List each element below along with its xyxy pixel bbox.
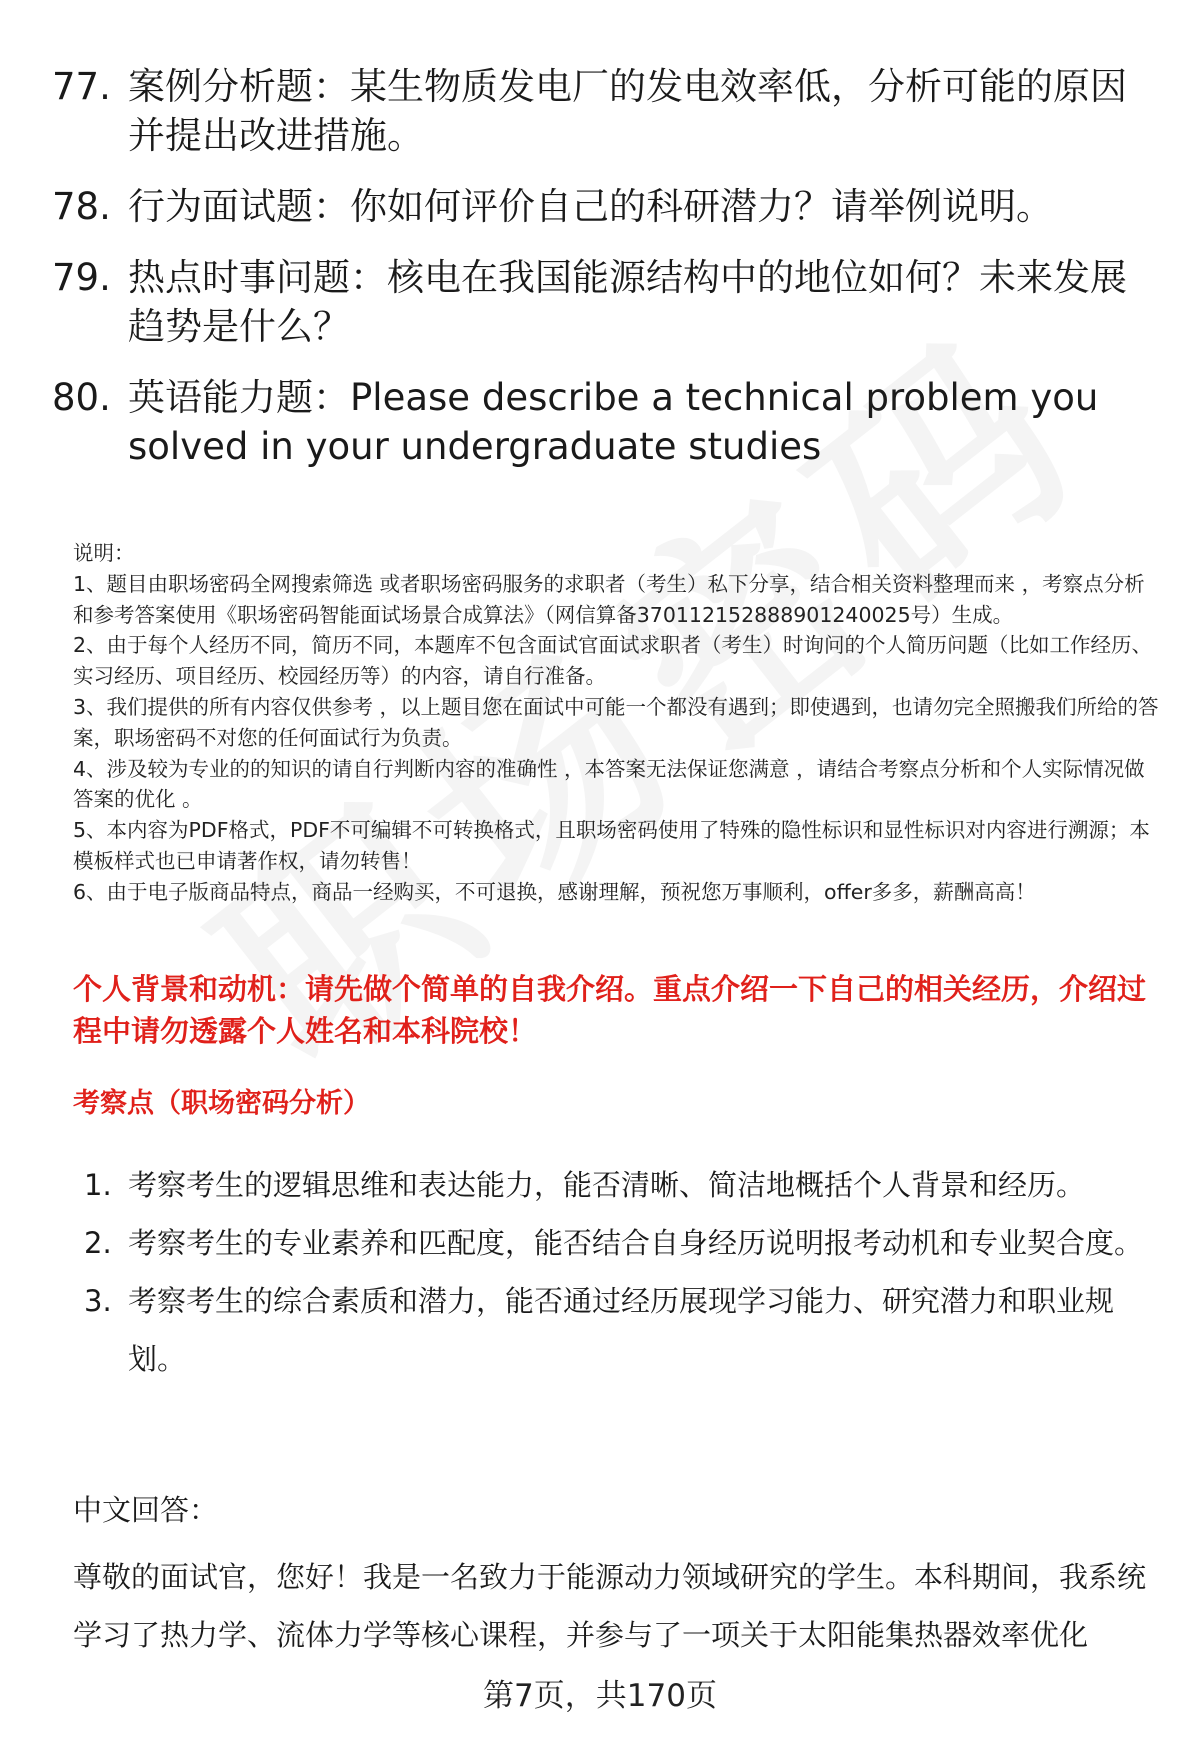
note-item: 3、我们提供的所有内容仅供参考 ，以上题目您在面试中可能一个都没有遇到；即使遇到，也请勿完全照搬我们所给的答案，职场密码不对您的任何面试行为负责。 (73, 694, 1159, 750)
question-item (52, 182, 1162, 231)
analysis-number: 1. (84, 1168, 112, 1202)
note-item: 5、本内容为PDF格式，PDF不可编辑不可转换格式，且职场密码使用了特殊的隐性标识和显性标识对内容进行溯源；本模板样式也已申请著作权，请勿转售！ (73, 818, 1150, 873)
notes-title: 说明： (73, 541, 135, 565)
question-text: 案例分析题：某生物质发电厂的发电效率低，分析可能的原因并提出改进措施。 (128, 65, 1127, 157)
analysis-list (84, 1156, 1159, 1388)
question-item (52, 62, 1162, 160)
analysis-item (84, 1156, 1159, 1214)
question-text: 热点时事问题：核电在我国能源结构中的地位如何？未来发展趋势是什么？ (128, 256, 1127, 348)
question-number: 79. (52, 256, 111, 299)
question-text: 英语能力题：Please describe a technical problem you solved in your undergraduate studies (128, 376, 1099, 468)
question-number: 80. (52, 376, 111, 419)
note-item: 4、涉及较为专业的的知识的请自行判断内容的准确性 ，本答案无法保证您满意 ，请结合考察点分析和个人实际情况做答案的优化 。 (73, 756, 1145, 812)
question-item (52, 373, 1162, 471)
answer-label: 中文回答： (73, 1493, 219, 1527)
analysis-text: 考察考生的逻辑思维和表达能力，能否清晰、简洁地概括个人背景和经历。 (128, 1168, 1086, 1202)
analysis-item (84, 1272, 1159, 1388)
note-item: 1、题目由职场密码全网搜索筛选 或者职场密码服务的求职者（考生）私下分享，结合相关资料整理而来 ，考察点分析和参考答案使用《职场密码智能面试场景合成算法》（网信算备370112152888901240025号）生成。 (73, 571, 1145, 627)
question-list (52, 62, 1162, 493)
question-number: 77. (52, 65, 111, 108)
analysis-title: 考察点（职场密码分析） (73, 1088, 370, 1119)
analysis-item (84, 1214, 1159, 1272)
analysis-number: 2. (84, 1226, 112, 1260)
question-text: 行为面试题：你如何评价自己的科研潜力？请举例说明。 (128, 185, 1053, 228)
note-item: 6、由于电子版商品特点，商品一经购买，不可退换，感谢理解，预祝您万事顺利，offer多多，薪酬高高！ (73, 879, 1036, 904)
notes-block (73, 538, 1163, 908)
analysis-text: 考察考生的专业素养和匹配度，能否结合自身经历说明报考动机和专业契合度。 (128, 1226, 1144, 1260)
question-item (52, 253, 1162, 351)
note-item: 2、由于每个人经历不同，简历不同，本题库不包含面试官面试求职者（考生）时询问的个人简历问题（比如工作经历、实习经历、项目经历、校园经历等）的内容，请自行准备。 (73, 633, 1153, 689)
page-footer: 第7页，共170页 (483, 1678, 717, 1714)
analysis-text: 考察考生的综合素质和潜力，能否通过经历展现学习能力、研究潜力和职业规划。 (128, 1284, 1115, 1376)
analysis-number: 3. (84, 1284, 112, 1318)
answer-text: 尊敬的面试官，您好！我是一名致力于能源动力领域研究的学生。本科期间，我系统学习了热力学、流体力学等核心课程，并参与了一项关于太阳能集热器效率优化 (73, 1560, 1147, 1652)
section-heading: 个人背景和动机：请先做个简单的自我介绍。重点介绍一下自己的相关经历，介绍过程中请勿透露个人姓名和本科院校！ (73, 972, 1147, 1048)
question-number: 78. (52, 185, 111, 228)
